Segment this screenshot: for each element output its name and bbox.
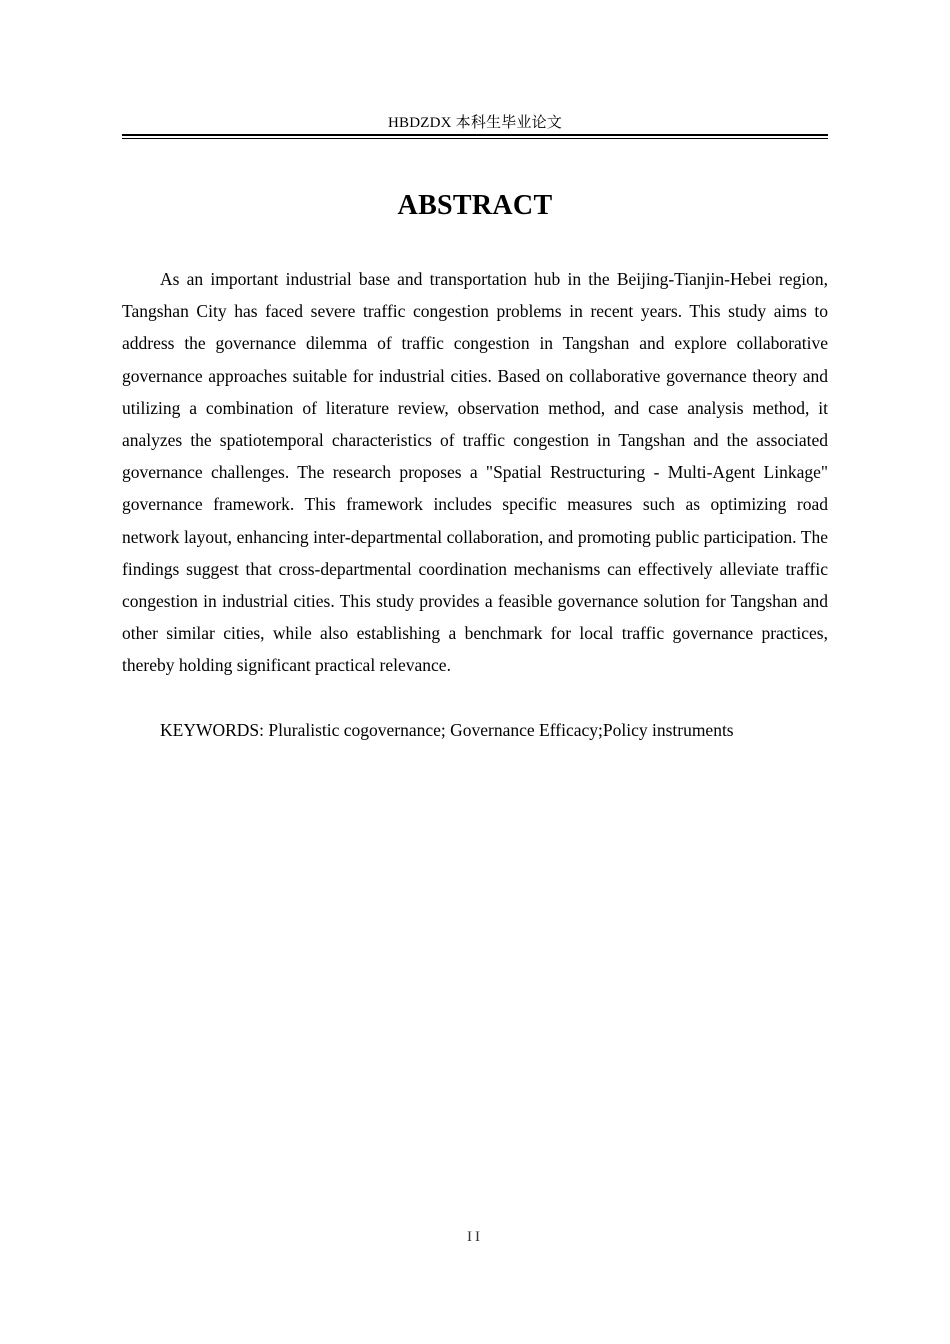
abstract-title: ABSTRACT xyxy=(397,190,553,221)
header-rule-thick xyxy=(122,134,828,136)
keywords-line: KEYWORDS: Pluralistic cogovernance; Governance Efficacy;Policy instruments xyxy=(160,720,734,740)
running-header: HBDZDX 本科生毕业论文 xyxy=(387,115,563,131)
header-rule-thin xyxy=(122,138,828,139)
abstract-body: As an important industrial base and transportation hub in the Beijing-Tianjin-Hebei region, Tangshan City has faced severe traffic congestion problems in recent years. This study aims to address the governance dilemma of traffic congestion in Tangshan and explore collaborative governance approaches suitable for industrial cities. Based on collaborative governance theory and utilizing a combination of literature review, observation method, and case analysis method, it analyzes the spatiotemporal characteristics of traffic congestion in Tangshan and the associated governance challenges. The research proposes a "Spatial Restructuring - Multi-Agent Linkage" governance framework. This framework includes specific measures such as optimizing road network layout, enhancing inter-departmental collaboration, and promoting public participation. The findings suggest that cross-departmental coordination mechanisms can effectively alleviate traffic congestion in industrial cities. This study provides a feasible governance solution for Tangshan and other similar cities, while also establishing a benchmark for local traffic governance practices, thereby holding significant practical relevance. xyxy=(122,269,828,676)
page-number: II xyxy=(467,1229,483,1245)
